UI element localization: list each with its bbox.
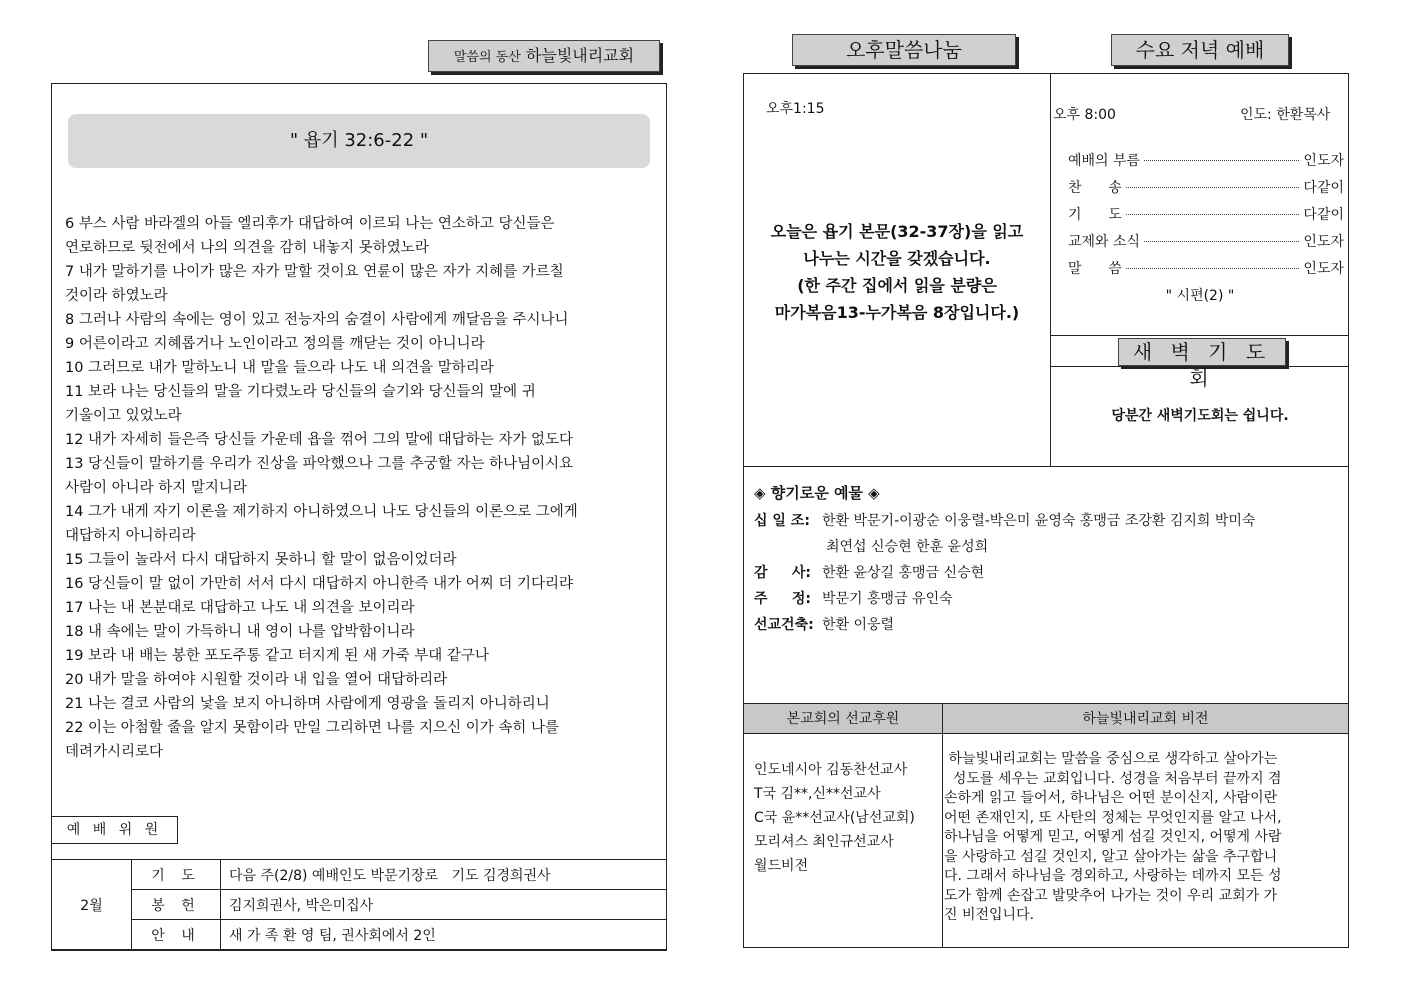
passage-line: 16 당신들이 말 없이 가만히 서서 다시 대답하지 아니한즉 내가 어찌 더 기다리랴 <box>65 576 573 592</box>
committee-month: 2월 <box>52 860 132 950</box>
committee-detail: 새 가 족 환 영 팀, 권사회에서 2인 <box>221 920 667 950</box>
message-line: 오늘은 욥기 본문(32-37장)을 읽고 <box>770 222 1024 241</box>
afternoon-message <box>752 218 1042 326</box>
passage-line: 20 내가 말을 하여야 시원할 것이라 내 입을 열어 대답하리라 <box>65 672 448 688</box>
list-item <box>754 586 1344 612</box>
vision-line: 다. 그래서 하나님을 경외하고, 사랑하는 데까지 모든 성 <box>944 868 1282 884</box>
list-item: C국 윤**선교사(남선교회) <box>754 810 915 826</box>
list-item: 월드비전 <box>754 858 809 874</box>
passage-line: 대답하지 아니하리라 <box>65 528 196 544</box>
passage-line: 14 그가 내게 자기 이론을 제기하지 아니하였으니 나도 당신들의 이론으로 그에게 <box>65 504 578 520</box>
vision-line: 도가 함께 손잡고 발맞추어 나가는 것이 우리 교회가 가 <box>944 887 1278 904</box>
passage-line: 22 이는 아첨할 줄을 알지 못함이라 만일 그리하면 나를 지으신 이가 속히 나를 <box>65 720 559 736</box>
passage-line: 기울이고 있었노라 <box>65 408 182 424</box>
offering-names: 최연섭 신승현 한훈 윤성희 <box>826 539 989 555</box>
passage-line: 8 그러나 사람의 속에는 영이 있고 전능자의 숨결이 사람에게 깨달음을 주시나니 <box>65 312 569 328</box>
dotted-leader <box>1126 268 1300 269</box>
passage-line: 12 내가 자세히 들은즉 당신들 가운데 욥을 꺾어 그의 말에 대답하는 자가 없도다 <box>65 432 573 448</box>
church-name: 하늘빛내리교회 <box>525 46 635 65</box>
list-item <box>1068 177 1344 204</box>
passage-line: 15 그들이 놀라서 다시 대답하지 못하니 할 말이 없음이었더라 <box>65 552 457 568</box>
table-row <box>52 890 667 920</box>
list-item <box>1068 231 1344 258</box>
mission-list <box>754 758 915 878</box>
passage-line: 6 부스 사람 바라겔의 아들 엘리후가 대답하여 이르되 나는 연소하고 당신들은 <box>65 216 555 232</box>
vision-line: 하늘빛내리교회는 말씀을 중심으로 생각하고 살아가는 <box>944 751 1278 767</box>
vision-line: 하나님을 어떻게 믿고, 어떻게 섬길 것인지, 어떻게 사람 <box>944 829 1282 845</box>
order-item: 말 씀 <box>1068 261 1122 277</box>
divider <box>743 733 1349 734</box>
committee-role: 기 도 <box>132 860 221 890</box>
list-item: 인도네시아 김동찬선교사 <box>754 762 908 778</box>
dotted-leader <box>1144 241 1299 242</box>
order-item: 기 도 <box>1068 207 1122 223</box>
order-person: 인도자 <box>1303 261 1344 277</box>
worship-committee-table <box>51 859 667 950</box>
dawn-prayer-title: 새 벽 기 도 회 <box>1118 338 1286 366</box>
offerings-title: ◈ 향기로운 예물 ◈ <box>754 484 880 502</box>
passage-line: 21 나는 결코 사람의 낯을 보지 아니하며 사람에게 영광을 돌리지 아니하리니 <box>65 696 550 712</box>
dotted-leader <box>1144 160 1299 161</box>
scripture-passage <box>65 212 655 764</box>
order-person: 인도자 <box>1303 153 1344 169</box>
church-tagline: 말씀의 동산 <box>453 50 521 65</box>
passage-line: 18 내 속에는 말이 가득하니 내 영이 나를 압박함이니라 <box>65 624 415 640</box>
vision-line: 진 비전입니다. <box>944 907 1035 923</box>
passage-line: 것이라 하였노라 <box>65 288 168 304</box>
offering-label <box>754 534 822 560</box>
list-item <box>754 534 1344 560</box>
passage-line: 10 그러므로 내가 말하노니 내 말을 들으라 나도 내 의견을 말하리라 <box>65 360 494 376</box>
passage-line: 19 보라 내 배는 봉한 포도주통 같고 터지게 된 새 가죽 부대 같구나 <box>65 648 489 664</box>
passage-line: 연로하므로 뒷전에서 나의 의견을 감히 내놓지 못하였노라 <box>65 240 429 256</box>
offerings-list <box>754 508 1344 638</box>
dawn-prayer-message: 당분간 새벽기도회는 쉽니다. <box>1111 408 1289 424</box>
committee-detail: 김지희권사, 박은미집사 <box>221 890 667 920</box>
order-person: 다같이 <box>1303 207 1344 223</box>
worship-committee-label: 예 배 위 원 <box>51 816 178 844</box>
order-person: 다같이 <box>1303 180 1344 196</box>
list-item <box>754 612 1344 638</box>
vision-line: 어떤 존재인지, 또 사탄의 정체는 무엇인지를 알고 나서, <box>944 809 1282 826</box>
wednesday-leader: 인도: 한환목사 <box>1240 107 1331 123</box>
committee-role: 봉 헌 <box>132 890 221 920</box>
divider <box>942 703 943 948</box>
table-row <box>52 860 667 890</box>
divider <box>743 466 1349 467</box>
passage-line: 11 보라 나는 당신들의 말을 기다렸노라 당신들의 슬기와 당신들의 말에 귀 <box>65 384 536 400</box>
passage-line: 9 어른이라고 지혜롭거나 노인이라고 정의를 깨닫는 것이 아니니라 <box>65 336 485 352</box>
committee-role: 안 내 <box>132 920 221 950</box>
offering-names: 박문기 홍맹금 유인숙 <box>822 591 953 607</box>
dotted-leader <box>1126 214 1300 215</box>
message-line: 마가복음13-누가복음 8장입니다.) <box>774 303 1020 322</box>
offering-label: 십 일 조: <box>754 513 810 529</box>
list-item: 모리셔스 최인규선교사 <box>754 834 894 850</box>
table-row <box>52 920 667 950</box>
list-item <box>1068 258 1344 285</box>
message-line: 나누는 시간을 갖겠습니다. <box>803 249 991 268</box>
offering-label: 선교건축: <box>754 617 814 633</box>
message-line: (한 주간 집에서 읽을 분량은 <box>797 276 997 295</box>
list-item <box>754 508 1344 534</box>
passage-line: 데려가시리로다 <box>65 744 164 760</box>
vision-line: 성도를 세우는 교회입니다. 성경을 처음부터 끝까지 겸 <box>944 770 1282 787</box>
wednesday-service-title: 수요 저녁 예배 <box>1111 34 1289 66</box>
vision-line: 을 사랑하고 섬길 것인지, 알고 살아가는 삶을 추구합니 <box>944 848 1278 865</box>
order-item: 예배의 부름 <box>1068 153 1141 169</box>
order-item: 교제와 소식 <box>1068 234 1141 250</box>
offering-label: 주 정: <box>754 591 812 607</box>
list-item <box>754 560 1344 586</box>
scripture-reference: " 욥기 32:6-22 " <box>68 114 650 168</box>
order-person: 인도자 <box>1303 234 1344 250</box>
service-order <box>1068 150 1344 285</box>
passage-line: 7 내가 말하기를 나이가 많은 자가 말할 것이요 연륜이 많은 자가 지혜를 가르칠 <box>65 264 564 280</box>
list-item: T국 김**,신**선교사 <box>754 786 881 802</box>
afternoon-sharing-title: 오후말씀나눔 <box>792 34 1016 66</box>
divider <box>1050 335 1349 336</box>
wednesday-time: 오후 8:00 <box>1053 107 1116 123</box>
committee-detail: 다음 주(2/8) 예배인도 박문기장로 기도 김경희권사 <box>221 860 667 890</box>
sermon-title: " 시편(2) " <box>1165 288 1235 304</box>
offering-label: 감 사: <box>754 565 812 581</box>
list-item <box>1068 150 1344 177</box>
church-header-label <box>428 40 660 72</box>
mission-header: 본교회의 선교후원 <box>744 704 942 733</box>
passage-line: 사람이 아니라 하지 말지니라 <box>65 480 247 496</box>
passage-line: 17 나는 내 본분대로 대답하고 나도 내 의견을 보이리라 <box>65 600 415 616</box>
offering-names: 한환 박문기-이광순 이웅렬-박은미 윤영숙 홍맹금 조강환 김지희 박미숙 <box>822 513 1256 529</box>
vision-line: 손하게 읽고 들어서, 하나님은 어떤 분이신지, 사람이란 <box>944 790 1278 806</box>
passage-line: 13 당신들이 말하기를 우리가 진상을 파악했으나 그를 추궁할 자는 하나님이시요 <box>65 456 574 472</box>
offering-names: 한환 이웅렬 <box>822 617 895 633</box>
list-item <box>1068 204 1344 231</box>
afternoon-time: 오후1:15 <box>766 101 825 117</box>
offering-names: 한환 윤상길 홍맹금 신승현 <box>822 565 985 581</box>
vision-statement <box>944 750 1346 926</box>
order-item: 찬 송 <box>1068 180 1122 196</box>
dotted-leader <box>1126 187 1300 188</box>
vision-header: 하늘빛내리교회 비전 <box>943 704 1348 733</box>
